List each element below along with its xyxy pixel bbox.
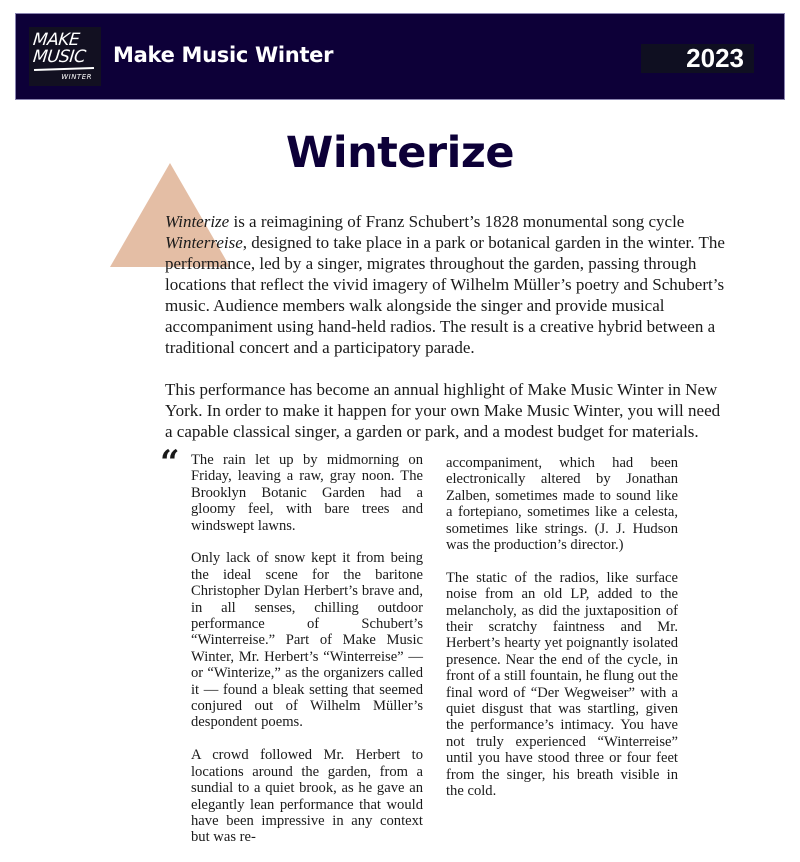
- header-banner: [16, 14, 784, 99]
- make-music-winter-logo: [29, 27, 101, 86]
- page-title: Winterize: [285, 128, 515, 178]
- year-badge: [641, 44, 754, 73]
- quote-paragraph: A crowd followed Mr. Herbert to locations around the garden, from a sundial to a quiet brook, as he gave an elegantly lean performance that would have been impressive in any context but was re-: [191, 747, 423, 846]
- quote-column-left: [191, 452, 423, 862]
- logo-line-music: MUSIC: [32, 47, 87, 67]
- logo-line-make: MAKE: [32, 30, 81, 50]
- year-label: 2023: [686, 43, 744, 73]
- quote-paragraph: The rain let up by midmorning on Friday, leaving a raw, gray noon. The Brooklyn Botanic Garden had a gloomy feel, with bare trees and windswept lawns.: [191, 452, 423, 534]
- intro-paragraph-2: This performance has become an annual highlight of Make Music Winter in New York. In order to make it happen for your own Make Music Winter, you will need a capable classical singer, a garden or park, and a modest budget for materials.: [165, 380, 721, 441]
- intro-section: [165, 211, 725, 463]
- quote-paragraph: Only lack of snow kept it from being the ideal scene for the baritone Christopher Dylan Herbert’s brave and, in all senses, chilling outdoor performance of Schubert’s “Winterreise.” Part of Make Music Winter, Mr. Herbert’s “Winterreise” — or “Winterize,” as the organizers called it — found a bleak setting that seemed conjured out of Wilhelm Müller’s despondent poems.: [191, 550, 423, 731]
- brand-name: Make Music Winter: [113, 43, 334, 67]
- italic-title-winterreise: Winterreise: [165, 233, 243, 252]
- quote-column-right: [446, 455, 678, 816]
- intro-paragraph-1: [165, 211, 725, 358]
- quote-mark-icon: “: [160, 443, 180, 483]
- logo-line-winter: WINTER: [61, 73, 92, 81]
- intro-text: , designed to take place in a park or botanical garden in the winter. The performance, led by a singer, migrates throughout the garden, passing through locations that reflect the vivid imagery of Wilhelm Müller’s poetry and Schubert’s music. Audience members walk alongside the singer and provide musical accompaniment using hand-held radios. The result is a creative hybrid between a traditional concert and a participatory parade.: [165, 233, 725, 357]
- quote-paragraph: accompaniment, which had been electronically altered by Jonathan Zalben, sometimes made to sound like a fortepiano, sometimes like a celesta, sometimes like strings. (J. J. Hudson was the production’s director.): [446, 455, 678, 554]
- logo-underline: [34, 67, 94, 71]
- italic-title-winterize: Winterize: [165, 212, 230, 231]
- quote-paragraph: The static of the radios, like surface noise from an old LP, added to the melancholy, as did the juxtaposition of their scratchy faintness and Mr. Herbert’s hearty yet poignantly isolated presence. Near the end of the cycle, in front of a still fountain, he flung out the final word of “Der Wegweiser” with a quiet disgust that was startling, given the performance’s intimacy. You have not truly experienced “Winterreise” until you have stood three or four feet from the singer, his breath visible in the cold.: [446, 569, 678, 800]
- intro-text: is a reimagining of Franz Schubert’s 1828 monumental song cycle: [229, 212, 685, 231]
